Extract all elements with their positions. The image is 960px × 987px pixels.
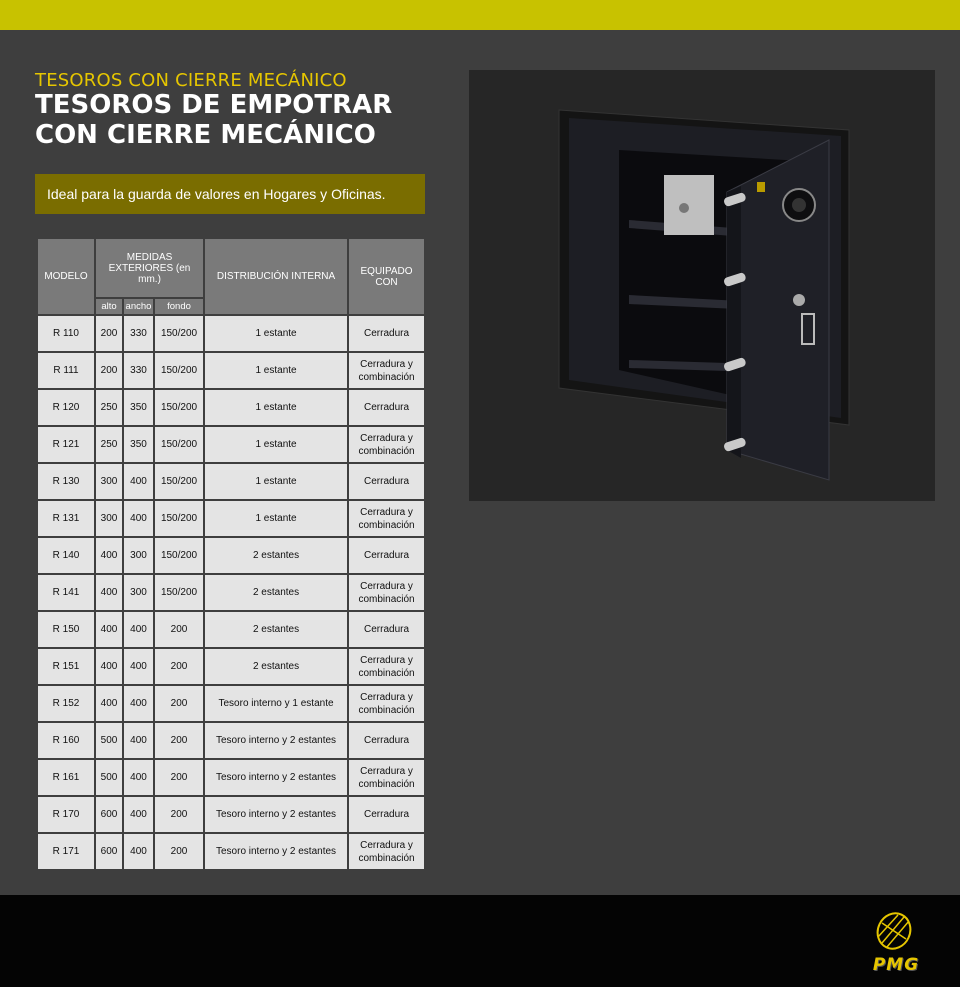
cell-alto: 400 (95, 685, 123, 722)
cell-ancho: 330 (123, 315, 154, 352)
cell-modelo: R 121 (37, 426, 95, 463)
cell-equipado: Cerradura y combinación (348, 833, 425, 870)
cell-alto: 250 (95, 426, 123, 463)
cell-equipado: Cerradura (348, 796, 425, 833)
table-row (37, 389, 425, 426)
table-row (37, 685, 425, 722)
table-row (37, 759, 425, 796)
cell-fondo: 200 (154, 759, 204, 796)
cell-equipado: Cerradura y combinación (348, 352, 425, 389)
cell-equipado: Cerradura y combinación (348, 685, 425, 722)
cell-alto: 400 (95, 537, 123, 574)
table-row (37, 833, 425, 870)
cell-alto: 500 (95, 722, 123, 759)
cell-distribucion: 1 estante (204, 315, 348, 352)
table-row (37, 648, 425, 685)
cell-modelo: R 152 (37, 685, 95, 722)
cell-distribucion: 2 estantes (204, 574, 348, 611)
cell-fondo: 150/200 (154, 500, 204, 537)
cell-fondo: 150/200 (154, 463, 204, 500)
cell-ancho: 350 (123, 426, 154, 463)
cell-modelo: R 141 (37, 574, 95, 611)
header-alto: alto (95, 298, 123, 315)
cell-distribucion: 2 estantes (204, 648, 348, 685)
category-kicker: TESOROS CON CIERRE MECÁNICO (35, 70, 347, 91)
header-medidas: MEDIDAS EXTERIORES (en mm.) (95, 238, 204, 298)
cell-alto: 300 (95, 500, 123, 537)
cell-ancho: 330 (123, 352, 154, 389)
cell-ancho: 300 (123, 537, 154, 574)
cell-distribucion: 2 estantes (204, 537, 348, 574)
cell-alto: 400 (95, 611, 123, 648)
cell-fondo: 150/200 (154, 574, 204, 611)
cell-modelo: R 130 (37, 463, 95, 500)
cell-equipado: Cerradura y combinación (348, 574, 425, 611)
specs-table (36, 237, 426, 871)
cell-distribucion: 1 estante (204, 352, 348, 389)
cell-modelo: R 111 (37, 352, 95, 389)
cell-distribucion: 2 estantes (204, 611, 348, 648)
cell-alto: 250 (95, 389, 123, 426)
cell-distribucion: 1 estante (204, 426, 348, 463)
intro-banner: Ideal para la guarda de valores en Hogares y Oficinas. (35, 174, 425, 214)
cell-alto: 400 (95, 574, 123, 611)
table-row (37, 463, 425, 500)
table-row (37, 796, 425, 833)
key-lock (793, 294, 805, 306)
cell-fondo: 150/200 (154, 389, 204, 426)
cell-ancho: 300 (123, 574, 154, 611)
cell-equipado: Cerradura y combinación (348, 759, 425, 796)
cell-ancho: 400 (123, 833, 154, 870)
cell-fondo: 200 (154, 685, 204, 722)
header-equipado: EQUIPADO CON (348, 238, 425, 315)
cell-distribucion: Tesoro interno y 2 estantes (204, 833, 348, 870)
cell-fondo: 150/200 (154, 537, 204, 574)
cell-alto: 400 (95, 648, 123, 685)
cell-ancho: 350 (123, 389, 154, 426)
cell-fondo: 200 (154, 722, 204, 759)
cell-distribucion: Tesoro interno y 2 estantes (204, 759, 348, 796)
cell-equipado: Cerradura y combinación (348, 500, 425, 537)
cell-alto: 600 (95, 833, 123, 870)
cell-ancho: 400 (123, 722, 154, 759)
cell-ancho: 400 (123, 648, 154, 685)
cell-alto: 600 (95, 796, 123, 833)
header-distribucion: DISTRIBUCIÓN INTERNA (204, 238, 348, 315)
cell-modelo: R 131 (37, 500, 95, 537)
cell-modelo: R 160 (37, 722, 95, 759)
cell-equipado: Cerradura y combinación (348, 648, 425, 685)
cell-modelo: R 140 (37, 537, 95, 574)
cell-alto: 200 (95, 352, 123, 389)
specs-table-body (37, 315, 425, 870)
cell-equipado: Cerradura (348, 463, 425, 500)
cell-distribucion: 1 estante (204, 500, 348, 537)
cell-distribucion: Tesoro interno y 2 estantes (204, 796, 348, 833)
page-title-line2: CON CIERRE MECÁNICO (35, 120, 376, 150)
cell-distribucion: 1 estante (204, 389, 348, 426)
cell-fondo: 150/200 (154, 315, 204, 352)
cell-equipado: Cerradura (348, 389, 425, 426)
cell-ancho: 400 (123, 611, 154, 648)
cell-distribucion: 1 estante (204, 463, 348, 500)
page-title-line1: TESOROS DE EMPOTRAR (35, 90, 393, 120)
cell-equipado: Cerradura y combinación (348, 426, 425, 463)
cell-ancho: 400 (123, 463, 154, 500)
header-modelo: MODELO (37, 238, 95, 315)
cell-distribucion: Tesoro interno y 2 estantes (204, 722, 348, 759)
cell-ancho: 400 (123, 685, 154, 722)
cell-modelo: R 161 (37, 759, 95, 796)
cell-equipado: Cerradura (348, 315, 425, 352)
table-row (37, 500, 425, 537)
table-row (37, 352, 425, 389)
cell-modelo: R 171 (37, 833, 95, 870)
cell-alto: 300 (95, 463, 123, 500)
table-row (37, 426, 425, 463)
cell-fondo: 200 (154, 796, 204, 833)
header-fondo: fondo (154, 298, 204, 315)
cell-alto: 500 (95, 759, 123, 796)
safe-image (469, 70, 935, 501)
pmg-logo-text: PMG (872, 955, 920, 975)
cell-fondo: 200 (154, 833, 204, 870)
cell-modelo: R 151 (37, 648, 95, 685)
cell-ancho: 400 (123, 796, 154, 833)
table-row (37, 315, 425, 352)
cell-alto: 200 (95, 315, 123, 352)
inner-lock-plate (664, 175, 714, 235)
cell-equipado: Cerradura (348, 537, 425, 574)
cell-fondo: 200 (154, 611, 204, 648)
pmg-logo[interactable] (860, 909, 932, 975)
cell-ancho: 400 (123, 759, 154, 796)
cell-equipado: Cerradura (348, 611, 425, 648)
cell-distribucion: Tesoro interno y 1 estante (204, 685, 348, 722)
cell-modelo: R 170 (37, 796, 95, 833)
table-row (37, 611, 425, 648)
top-accent-bar (0, 0, 960, 30)
table-row (37, 537, 425, 574)
product-photo-panel (469, 70, 935, 501)
footer (0, 895, 960, 987)
cell-fondo: 200 (154, 648, 204, 685)
cell-modelo: R 120 (37, 389, 95, 426)
safe-door (727, 140, 829, 480)
cell-fondo: 150/200 (154, 352, 204, 389)
cell-modelo: R 150 (37, 611, 95, 648)
page-title (35, 90, 455, 150)
table-row (37, 574, 425, 611)
cell-modelo: R 110 (37, 315, 95, 352)
header-ancho: ancho (123, 298, 154, 315)
table-row (37, 722, 425, 759)
cell-ancho: 400 (123, 500, 154, 537)
cell-equipado: Cerradura (348, 722, 425, 759)
cell-fondo: 150/200 (154, 426, 204, 463)
